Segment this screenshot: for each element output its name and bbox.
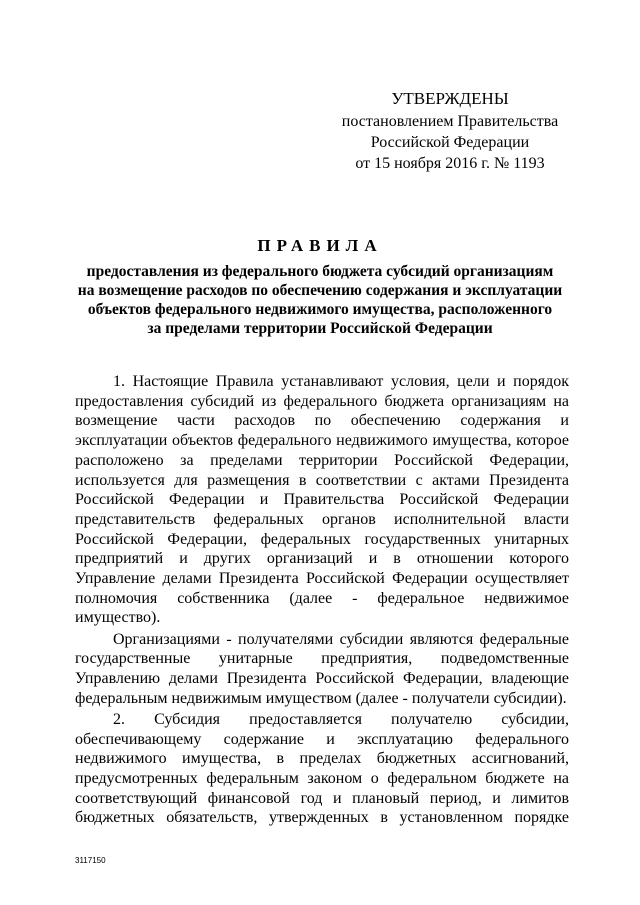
paragraph-1: 1. Настоящие Правила устанавливают условия, цели и порядок предоставления субсидий из федерального бюджета организациям на возмещение части расходов по обеспечению содержания и эксплуатации объектов федерального недвижимого имущества, которое расположено за пределами территории Российской Федерации, используется для размещения в соответствии с актами Президента Российской Федерации и Правительства Российской Федерации представительств федеральных органов исполнительной власти Российской Федерации, федеральных государственных унитарных предприятий и других организаций и в отношении которого Управление делами Президента Российской Федерации осуществляет полномочия собственника (далее - федеральное недвижимое имущество).	[75, 373, 569, 627]
subtitle-line: на возмещение расходов по обеспечению содержания и эксплуатации	[77, 282, 563, 299]
document-body	[75, 372, 569, 830]
approval-line: постановлением Правительства	[341, 113, 559, 130]
subtitle-line: предоставления из федерального бюджета субсидий организациям	[86, 263, 554, 280]
document-subtitle	[60, 262, 580, 338]
approval-line: Российской Федерации	[370, 134, 530, 151]
subtitle-line: за пределами территории Российской Федерации	[147, 320, 493, 337]
approval-date-line: от 15 ноября 2016 г. № 1193	[355, 155, 545, 172]
paragraph-3: 2. Субсидия предоставляется получателю субсидии, обеспечивающему содержание и эксплуатацию федерального недвижимого имущества, в пределах бюджетных ассигнований, предусмотренных федеральным законом о федеральном бюджете на соответствующий финансовой год и плановый период, и лимитов бюджетных обязательств, утвержденных в установленном порядке	[75, 710, 569, 827]
approval-heading: УТВЕРЖДЕНЫ	[391, 89, 509, 108]
document-title: ПРАВИЛА	[257, 236, 383, 255]
paragraph-2: Организациями - получателями субсидии являются федеральные государственные унитарные предприятия, подведомственные Управлению делами Президента Российской Федерации, владеющие федеральным недвижимым имуществом (далее - получатели субсидии).	[75, 630, 569, 707]
approval-block	[300, 88, 600, 174]
subtitle-line: объектов федерального недвижимого имущества, расположенного	[87, 301, 553, 318]
document-number: 3117150	[75, 856, 106, 865]
